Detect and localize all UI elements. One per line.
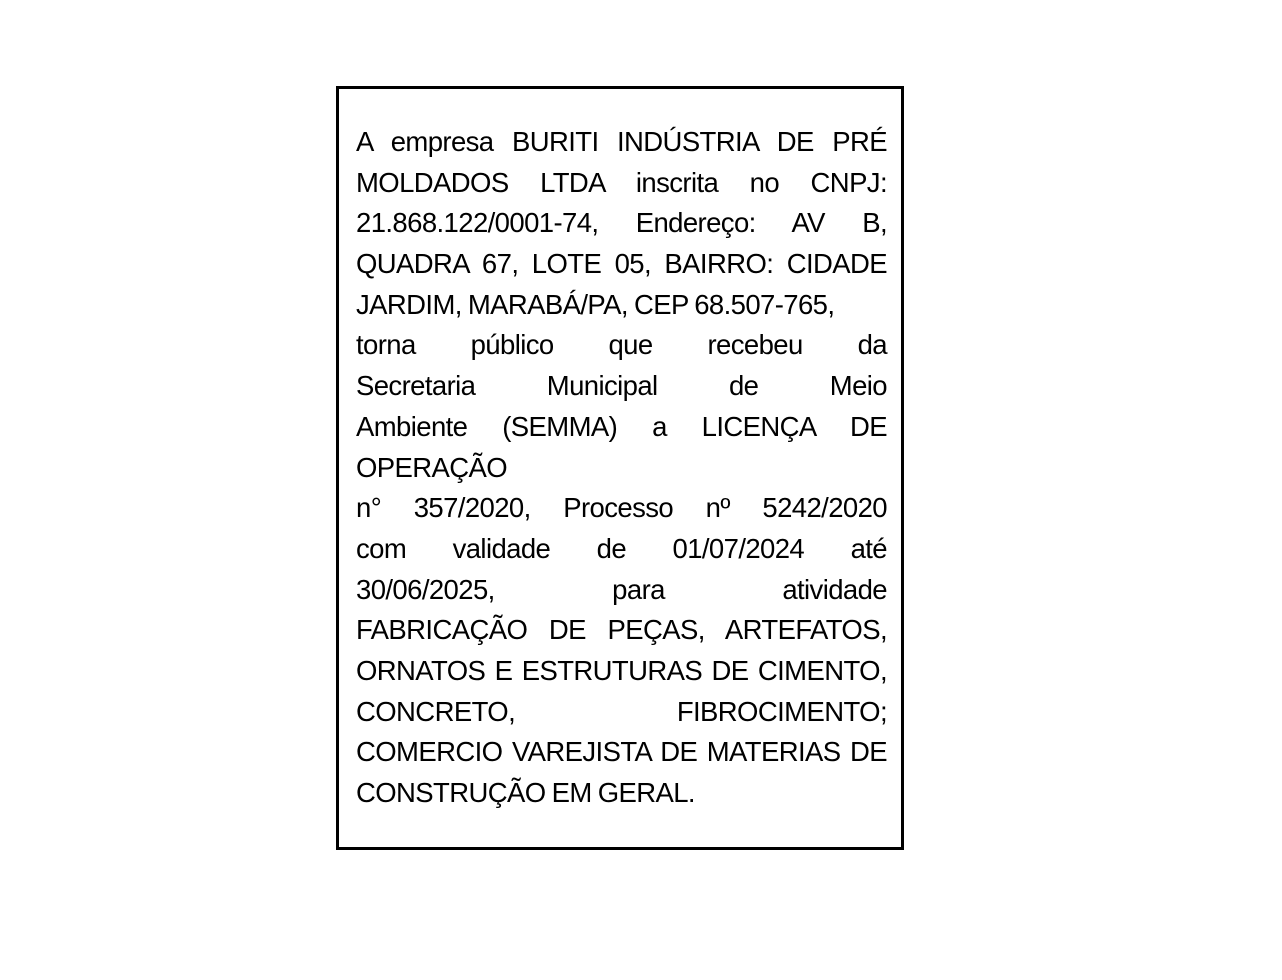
notice-line: CONSTRUÇÃO EM GERAL. [356, 777, 695, 808]
notice-line: CONCRETO, FIBROCIMENTO; [356, 695, 887, 727]
notice-line: 21.868.122/0001-74, Endereço: AV B, [356, 207, 887, 239]
notice-line: n° 357/2020, Processo nº 5242/2020 [356, 492, 887, 524]
notice-line: COMERCIO VAREJISTA DE MATERIAS DE [356, 736, 887, 768]
notice-text [356, 122, 887, 814]
notice-line: Secretaria Municipal de Meio [356, 370, 887, 402]
notice-line: OPERAÇÃO [356, 451, 508, 483]
notice-line: torna público que recebeu da [356, 329, 887, 361]
notice-line: FABRICAÇÃO DE PEÇAS, ARTEFATOS, [356, 614, 887, 646]
notice-box [336, 86, 904, 850]
notice-line: A empresa BURITI INDÚSTRIA DE PRÉ [356, 126, 887, 157]
notice-line: 30/06/2025, para atividade [356, 573, 887, 605]
notice-line: QUADRA 67, LOTE 05, BAIRRO: CIDADE [356, 248, 887, 280]
notice-line: JARDIM, MARABÁ/PA, CEP 68.507-765, [356, 288, 835, 320]
notice-line: MOLDADOS LTDA inscrita no CNPJ: [356, 166, 887, 198]
notice-line: ORNATOS E ESTRUTURAS DE CIMENTO, [356, 654, 887, 686]
notice-line: com validade de 01/07/2024 até [356, 532, 887, 564]
notice-line: Ambiente (SEMMA) a LICENÇA DE [356, 410, 887, 442]
